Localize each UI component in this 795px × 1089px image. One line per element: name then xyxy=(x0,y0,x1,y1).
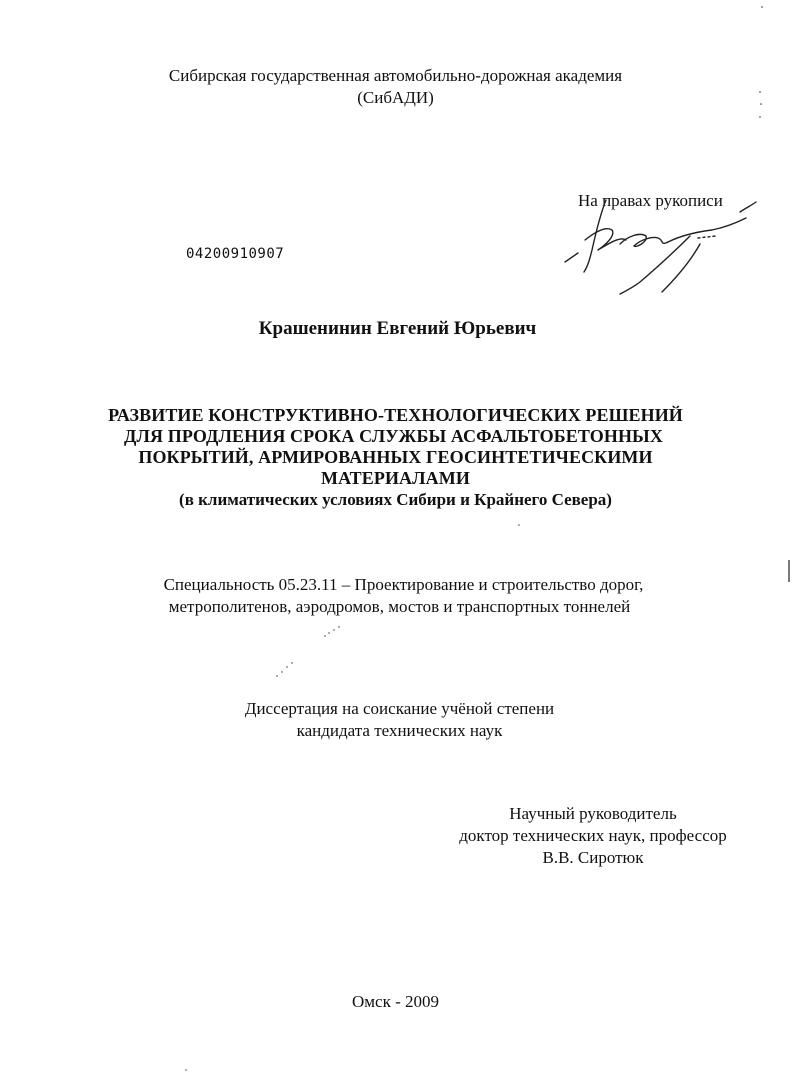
scan-specks xyxy=(185,6,763,1071)
dissertation-line-2: кандидата технических наук xyxy=(296,721,503,740)
title-line-2: ДЛЯ ПРОДЛЕНИЯ СРОКА СЛУЖБЫ АСФАЛЬТОБЕТОННЫХ xyxy=(124,426,663,446)
institution-name: Сибирская государственная автомобильно-дорожная академия xyxy=(168,66,623,85)
supervisor-name: В.В. Сиротюк xyxy=(542,848,644,867)
manuscript-rights-note: На правах рукописи xyxy=(578,191,723,210)
title-line-1: РАЗВИТИЕ КОНСТРУКТИВНО-ТЕХНОЛОГИЧЕСКИХ РЕШЕНИЙ xyxy=(108,405,683,425)
supervisor-role: Научный руководитель xyxy=(509,804,677,823)
handwritten-signature xyxy=(565,200,756,294)
title-line-4: МАТЕРИАЛАМИ xyxy=(321,468,470,488)
author-name: Крашенинин Евгений Юрьевич xyxy=(258,318,537,339)
title-line-3: ПОКРЫТИЙ, АРМИРОВАННЫХ ГЕОСИНТЕТИЧЕСКИМИ xyxy=(138,447,653,467)
specialty-line-1: Специальность 05.23.11 – Проектирование и строительство дорог, xyxy=(163,575,644,594)
title-subtitle: (в климатических условиях Сибири и Крайнего Севера) xyxy=(179,490,612,509)
dissertation-line-1: Диссертация на соискание учёной степени xyxy=(244,699,555,718)
archive-code: 04200910907 xyxy=(186,246,285,262)
specialty-line-2: метрополитенов, аэродромов, мостов и транспортных тоннелей xyxy=(168,597,631,616)
supervisor-degree: доктор технических наук, профессор xyxy=(459,826,727,845)
institution-abbreviation: (СибАДИ) xyxy=(357,88,434,107)
city-year: Омск - 2009 xyxy=(351,992,439,1011)
